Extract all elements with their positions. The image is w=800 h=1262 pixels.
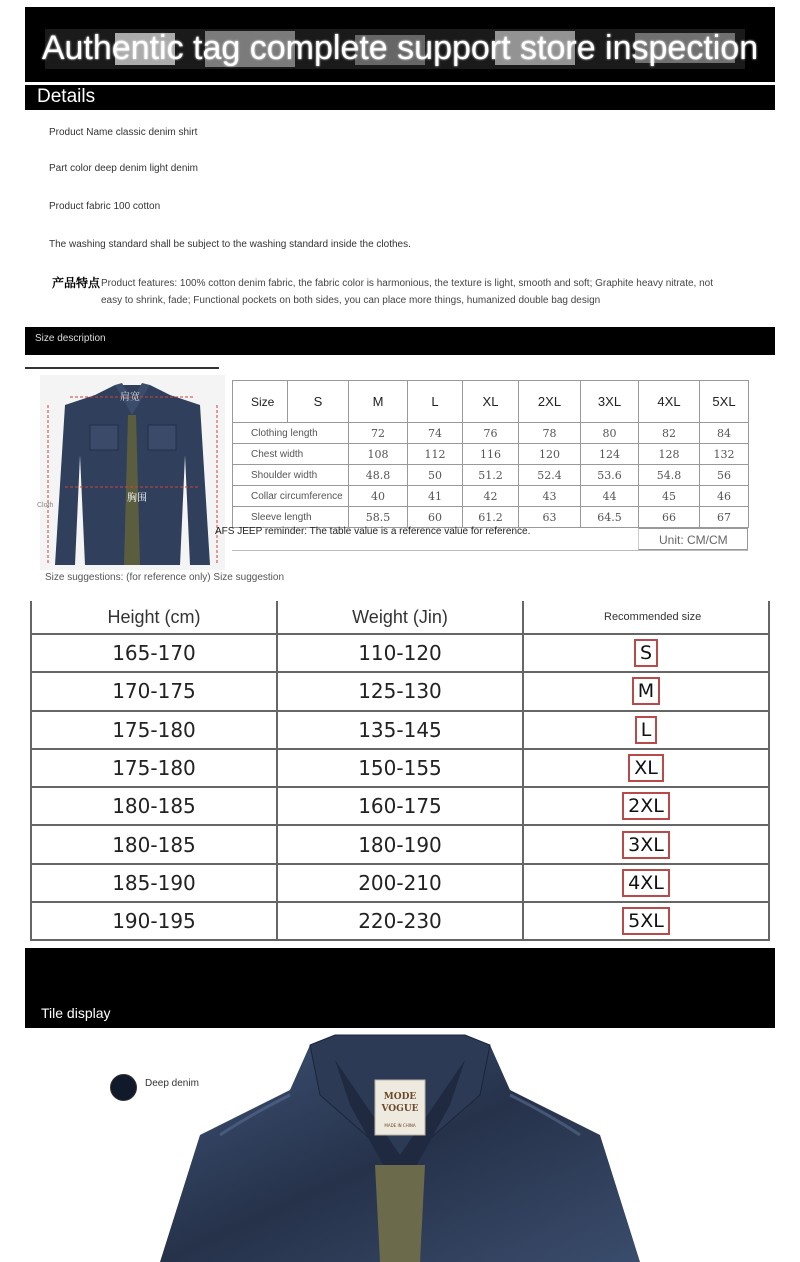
size-cell bbox=[523, 902, 769, 940]
size-description-header bbox=[25, 327, 775, 355]
recommend-header-cell: Height (cm) bbox=[31, 601, 277, 634]
table-row bbox=[233, 486, 749, 507]
spec-row-label: Shoulder width bbox=[233, 465, 349, 486]
table-row bbox=[31, 787, 769, 825]
table-row bbox=[31, 672, 769, 710]
detail-product-name: Product Name classic denim shirt bbox=[49, 127, 198, 138]
details-header bbox=[25, 85, 775, 110]
spec-cell: 46 bbox=[700, 486, 749, 507]
detail-fabric: Product fabric 100 cotton bbox=[49, 201, 161, 212]
size-spec-table bbox=[232, 380, 749, 528]
size-badge: 3XL bbox=[622, 831, 670, 859]
height-cell: 175-180 bbox=[31, 749, 277, 787]
spec-cell: 132 bbox=[700, 444, 749, 465]
spec-cell: 72 bbox=[349, 423, 408, 444]
spec-cell: 48.8 bbox=[349, 465, 408, 486]
table-row bbox=[31, 902, 769, 940]
weight-cell: 180-190 bbox=[277, 825, 523, 863]
tile-display-heading: Tile display bbox=[41, 1005, 111, 1021]
size-cell bbox=[523, 825, 769, 863]
spec-cell: 76 bbox=[463, 423, 519, 444]
spec-cell: 58.5 bbox=[349, 507, 408, 528]
spec-cell: 50 bbox=[408, 465, 463, 486]
height-cell: 190-195 bbox=[31, 902, 277, 940]
weight-cell: 220-230 bbox=[277, 902, 523, 940]
spec-cell: 116 bbox=[463, 444, 519, 465]
height-cell: 170-175 bbox=[31, 672, 277, 710]
spec-cell: 74 bbox=[408, 423, 463, 444]
spec-cell: 45 bbox=[639, 486, 700, 507]
spec-row-label: Collar circumference bbox=[233, 486, 349, 507]
height-cell: 185-190 bbox=[31, 864, 277, 902]
spec-header-cell: 2XL bbox=[519, 381, 581, 423]
spec-cell: 84 bbox=[700, 423, 749, 444]
reference-reminder: AFS JEEP reminder: The table value is a reference value for reference. bbox=[215, 526, 531, 537]
spec-cell: 63 bbox=[519, 507, 581, 528]
swatch-label: Deep denim bbox=[145, 1078, 199, 1089]
spec-cell: 60 bbox=[408, 507, 463, 528]
weight-cell: 160-175 bbox=[277, 787, 523, 825]
spec-header-cell: 5XL bbox=[700, 381, 749, 423]
spec-cell: 41 bbox=[408, 486, 463, 507]
spec-cell: 78 bbox=[519, 423, 581, 444]
size-badge: 4XL bbox=[622, 869, 670, 897]
table-row bbox=[233, 507, 749, 528]
table-row bbox=[233, 465, 749, 486]
spec-cell: 42 bbox=[463, 486, 519, 507]
recommend-header-row bbox=[31, 601, 769, 634]
tag-origin: MADE IN CHINA bbox=[384, 1123, 416, 1128]
height-cell: 180-185 bbox=[31, 825, 277, 863]
banner-title: Authentic tag complete support store inspection bbox=[41, 29, 759, 67]
table-row bbox=[31, 634, 769, 672]
height-cell: 180-185 bbox=[31, 787, 277, 825]
spec-cell: 120 bbox=[519, 444, 581, 465]
features-label: 产品特点 bbox=[52, 276, 101, 290]
sleeve-label: Cloth bbox=[37, 502, 54, 509]
size-cell bbox=[523, 711, 769, 749]
spec-header-row bbox=[233, 381, 749, 423]
spec-row-label: Clothing length bbox=[233, 423, 349, 444]
spec-cell: 52.4 bbox=[519, 465, 581, 486]
table-row bbox=[31, 749, 769, 787]
table-row bbox=[233, 444, 749, 465]
height-cell: 175-180 bbox=[31, 711, 277, 749]
color-swatch[interactable] bbox=[110, 1074, 137, 1101]
tag-brand-line1: MODE bbox=[383, 1092, 417, 1102]
details-heading: Details bbox=[37, 86, 96, 107]
divider bbox=[232, 550, 748, 551]
size-cell bbox=[523, 749, 769, 787]
table-row bbox=[31, 864, 769, 902]
spec-header-cell: 4XL bbox=[639, 381, 700, 423]
spec-row-label: Chest width bbox=[233, 444, 349, 465]
spec-header-cell: L bbox=[408, 381, 463, 423]
spec-cell: 128 bbox=[639, 444, 700, 465]
shirt-measurement-image bbox=[37, 375, 225, 570]
spec-cell: 61.2 bbox=[463, 507, 519, 528]
size-cell bbox=[523, 672, 769, 710]
spec-cell: 124 bbox=[581, 444, 639, 465]
spec-cell: 112 bbox=[408, 444, 463, 465]
table-row bbox=[31, 825, 769, 863]
size-cell bbox=[523, 787, 769, 825]
tag-brand-line2: VOGUE bbox=[381, 1104, 419, 1114]
spec-row-label: Sleeve length bbox=[233, 507, 349, 528]
weight-cell: 125-130 bbox=[277, 672, 523, 710]
size-badge: S bbox=[634, 639, 658, 667]
size-badge: M bbox=[632, 677, 660, 705]
unit-label: Unit: CM/CM bbox=[638, 528, 748, 550]
detail-part-color: Part color deep denim light denim bbox=[49, 163, 198, 174]
detail-washing: The washing standard shall be subject to the washing standard inside the clothes. bbox=[49, 239, 411, 250]
size-suggestion-caption: Size suggestions: (for reference only) Size suggestion bbox=[45, 572, 285, 583]
spec-cell: 51.2 bbox=[463, 465, 519, 486]
size-badge: 5XL bbox=[622, 907, 670, 935]
size-badge: XL bbox=[628, 754, 664, 782]
product-photo bbox=[160, 1035, 640, 1262]
promo-banner bbox=[25, 7, 775, 82]
spec-cell: 40 bbox=[349, 486, 408, 507]
spec-header-cell: 3XL bbox=[581, 381, 639, 423]
recommend-header-cell: Recommended size bbox=[523, 601, 769, 634]
spec-cell: 66 bbox=[639, 507, 700, 528]
table-row bbox=[31, 711, 769, 749]
spec-cell: 54.8 bbox=[639, 465, 700, 486]
size-badge: 2XL bbox=[622, 792, 670, 820]
spec-cell: 80 bbox=[581, 423, 639, 444]
size-description-heading: Size description bbox=[35, 333, 106, 344]
weight-cell: 135-145 bbox=[277, 711, 523, 749]
spec-header-cell: Size bbox=[233, 381, 288, 423]
spec-cell: 44 bbox=[581, 486, 639, 507]
spec-header-cell: XL bbox=[463, 381, 519, 423]
spec-cell: 82 bbox=[639, 423, 700, 444]
spec-cell: 56 bbox=[700, 465, 749, 486]
size-cell bbox=[523, 634, 769, 672]
divider bbox=[25, 367, 219, 369]
spec-cell: 108 bbox=[349, 444, 408, 465]
table-row bbox=[233, 423, 749, 444]
spec-header-cell: S bbox=[288, 381, 349, 423]
spec-header-cell: M bbox=[349, 381, 408, 423]
spec-cell: 67 bbox=[700, 507, 749, 528]
chest-label: 胸围 bbox=[127, 493, 147, 504]
size-cell bbox=[523, 864, 769, 902]
weight-cell: 200-210 bbox=[277, 864, 523, 902]
spec-cell: 64.5 bbox=[581, 507, 639, 528]
size-recommendation-table bbox=[30, 601, 770, 941]
size-badge: L bbox=[635, 716, 658, 744]
weight-cell: 150-155 bbox=[277, 749, 523, 787]
height-cell: 165-170 bbox=[31, 634, 277, 672]
spec-cell: 53.6 bbox=[581, 465, 639, 486]
tile-display-header bbox=[25, 948, 775, 1028]
features-text: Product features: 100% cotton denim fabric, the fabric color is harmonious, the texture is light, smooth and soft; Graphite heavy nitrate, not easy to shrink, fade; Functional pockets on both sides, you can place more things, humanized double bag design bbox=[101, 278, 713, 306]
weight-cell: 110-120 bbox=[277, 634, 523, 672]
shoulder-label: 肩宽 bbox=[120, 392, 140, 403]
spec-cell: 43 bbox=[519, 486, 581, 507]
recommend-header-cell: Weight (Jin) bbox=[277, 601, 523, 634]
